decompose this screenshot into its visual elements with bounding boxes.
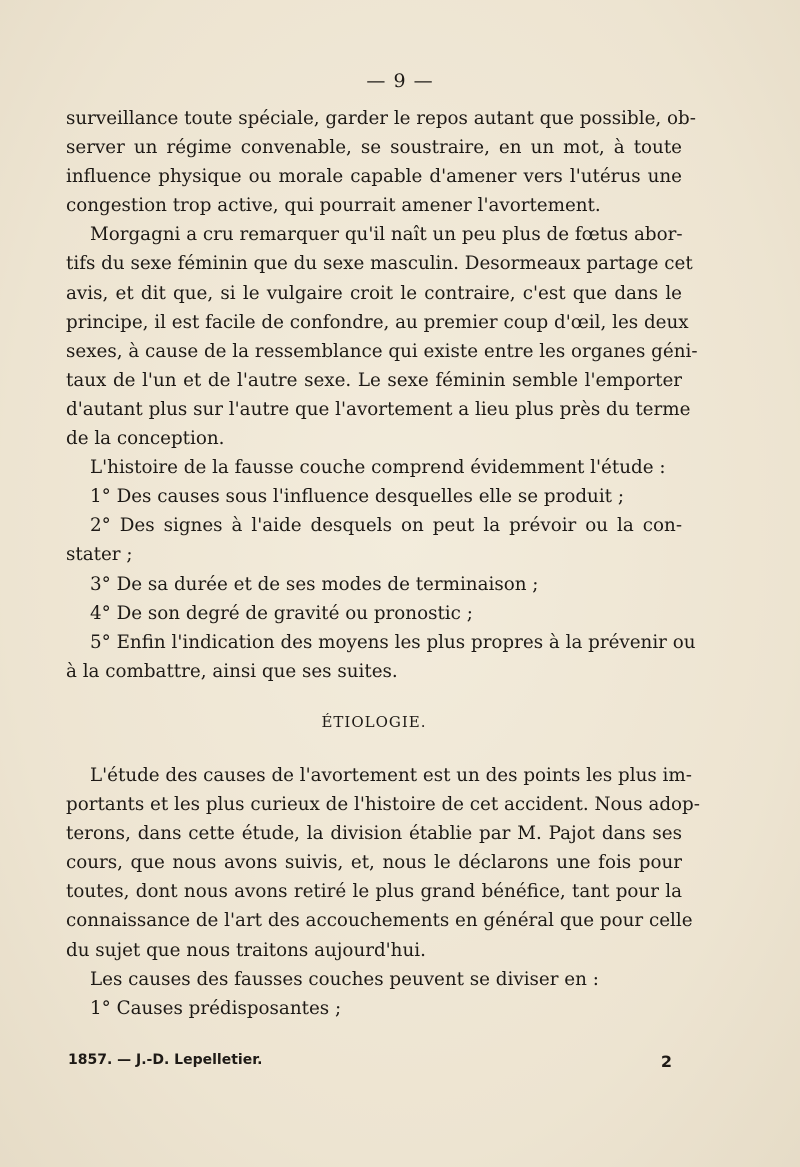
text-line: server un régime convenable, se soustraire, en un mot, à toute xyxy=(66,137,682,159)
text-line: sexes, à cause de la ressemblance qui existe entre les organes géni- xyxy=(66,340,698,362)
text-line: cours, que nous avons suivis, et, nous le déclarons une fois pour xyxy=(66,852,682,874)
text-line: taux de l'un et de l'autre sexe. Le sexe féminin semble l'emporter xyxy=(66,369,682,391)
text-line: à la combattre, ainsi que ses suites. xyxy=(66,660,398,682)
text-line: de la conception. xyxy=(66,428,225,450)
text-line: stater ; xyxy=(66,544,133,566)
text-line: d'autant plus sur l'autre que l'avortement a lieu plus près du terme xyxy=(66,398,691,420)
section-heading: ÉTIOLOGIE. xyxy=(321,712,427,731)
body-text xyxy=(66,104,700,1023)
sheet-number: 2 xyxy=(660,1052,672,1071)
text-line: toutes, dont nous avons retiré le plus grand bénéfice, tant pour la xyxy=(66,881,682,903)
text-line: 4° De son degré de gravité ou pronostic ; xyxy=(90,602,473,624)
text-line: Morgagni a cru remarquer qu'il naît un peu plus de fœtus abor- xyxy=(90,224,683,246)
text-line: influence physique ou morale capable d'amener vers l'utérus une xyxy=(66,166,682,188)
text-line: connaissance de l'art des accouchements en général que pour celle xyxy=(66,910,693,932)
text-line: 1° Des causes sous l'influence desquelles elle se produit ; xyxy=(90,486,624,508)
text-line: du sujet que nous traitons aujourd'hui. xyxy=(66,939,426,961)
text-line: 3° De sa durée et de ses modes de terminaison ; xyxy=(90,573,539,595)
printer-signature: 1857. — J.-D. Lepelletier. xyxy=(68,1052,263,1068)
text-line: 2° Des signes à l'aide desquels on peut la prévoir ou la con- xyxy=(90,515,682,537)
text-line: surveillance toute spéciale, garder le repos autant que possible, ob- xyxy=(66,108,696,129)
text-line: 5° Enfin l'indication des moyens les plus propres à la prévenir ou xyxy=(90,631,696,653)
text-line: tifs du sexe féminin que du sexe masculin. Desormeaux partage cet xyxy=(66,253,693,275)
text-line: L'histoire de la fausse couche comprend évidemment l'étude : xyxy=(90,457,666,479)
page-number: — 9 — xyxy=(366,70,434,92)
text-line: L'étude des causes de l'avortement est un des points les plus im- xyxy=(90,764,692,786)
text-line: avis, et dit que, si le vulgaire croit le contraire, c'est que dans le xyxy=(66,282,682,304)
text-line: portants et les plus curieux de l'histoire de cet accident. Nous adop- xyxy=(66,794,700,816)
text-line: congestion trop active, qui pourrait amener l'avortement. xyxy=(66,195,601,217)
text-line: Les causes des fausses couches peuvent se diviser en : xyxy=(90,968,599,990)
text-line: 1° Causes prédisposantes ; xyxy=(90,997,342,1019)
text-line: principe, il est facile de confondre, au premier coup d'œil, les deux xyxy=(66,311,689,333)
text-line: terons, dans cette étude, la division établie par M. Pajot dans ses xyxy=(66,823,682,845)
